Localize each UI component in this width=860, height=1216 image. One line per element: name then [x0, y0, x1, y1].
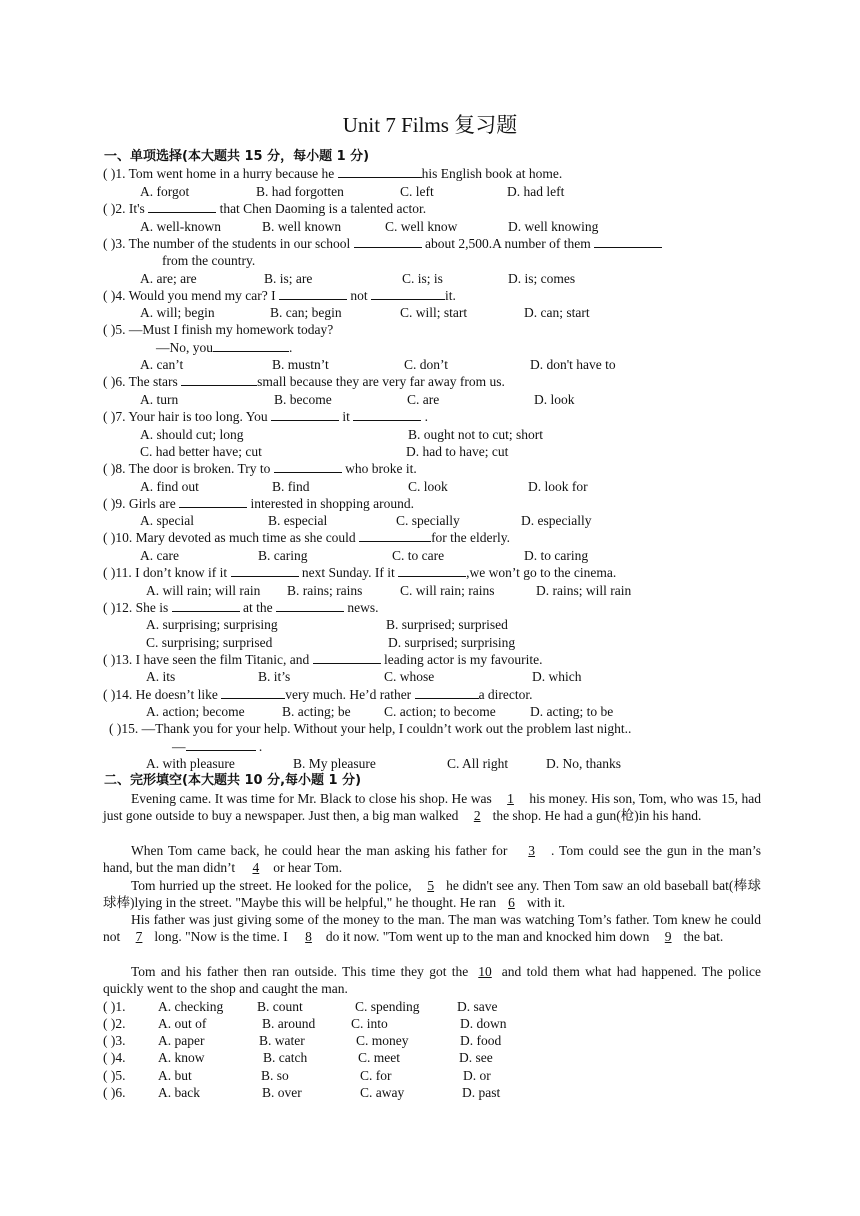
q3-option-c: C. is; is: [402, 271, 443, 286]
q2-option-c: C. well know: [385, 219, 458, 234]
q15-option-b: B. My pleasure: [293, 756, 376, 771]
q1-option-a: A. forgot: [140, 184, 190, 199]
cloze-2-option-a: A. out of: [158, 1016, 207, 1031]
passage-paragraph-2: When Tom came back, he could hear the man asking his father for 3 . Tom could see the gun in the man’s hand, but the man didn’t 4 or hear Tom.: [103, 843, 761, 876]
q12-option-d: D. surprised; surprising: [388, 635, 516, 650]
question-11-stem: ( )11. I don’t know if it next Sunday. If it ,we won’t go to the cinema.: [103, 565, 617, 580]
q10-option-d: D. to caring: [524, 548, 589, 563]
q1-option-c: C. left: [400, 184, 434, 199]
question-9-stem: ( )9. Girls are interested in shopping around.: [103, 496, 414, 511]
q7-option-b: B. ought not to cut; short: [408, 427, 543, 442]
q4-option-a: A. will; begin: [140, 305, 215, 320]
q8-option-d: D. look for: [528, 479, 588, 494]
cloze-5-option-d: D. or: [463, 1068, 491, 1083]
q14-option-d: D. acting; to be: [530, 704, 614, 719]
question-15-stem: ( )15. —Thank you for your help. Without your help, I couldn’t work out the problem last night..: [109, 721, 632, 736]
cloze-4-option-a: A. know: [158, 1050, 205, 1065]
q9-option-d: D. especially: [521, 513, 592, 528]
q6-option-d: D. look: [534, 392, 575, 407]
q11-option-a: A. will rain; will rain: [146, 583, 261, 598]
q6-option-a: A. turn: [140, 392, 179, 407]
q13-option-c: C. whose: [384, 669, 435, 684]
cloze-3-number: ( )3.: [103, 1033, 126, 1048]
cloze-6-option-c: C. away: [360, 1085, 405, 1100]
q2-option-b: B. well known: [262, 219, 342, 234]
q10-option-a: A. care: [140, 548, 179, 563]
q4-option-b: B. can; begin: [270, 305, 342, 320]
q5-option-c: C. don’t: [404, 357, 449, 372]
q15-option-d: D. No, thanks: [546, 756, 621, 771]
q11-option-c: C. will rain; rains: [400, 583, 495, 598]
q15-option-a: A. with pleasure: [146, 756, 235, 771]
q10-option-c: C. to care: [392, 548, 445, 563]
q14-option-a: A. action; become: [146, 704, 245, 719]
question-2-stem: ( )2. It's that Chen Daoming is a talented actor.: [103, 201, 427, 216]
q12-option-b: B. surprised; surprised: [386, 617, 508, 632]
question-3-stem-cont: from the country.: [162, 253, 256, 268]
q1-option-b: B. had forgotten: [256, 184, 344, 199]
q8-option-b: B. find: [272, 479, 310, 494]
q13-option-d: D. which: [532, 669, 582, 684]
q9-option-a: A. special: [140, 513, 194, 528]
q5-option-b: B. mustn’t: [272, 357, 329, 372]
passage-paragraph-4: His father was just giving some of the money to the man. The man was watching Tom’s father. Tom knew he could not 7 long. "Now is the time. I 8 do it now. "Tom went up to the man and knocked him down 9 the bat.: [103, 912, 761, 945]
question-6-stem: ( )6. The stars small because they are very far away from us.: [103, 374, 505, 389]
question-14-stem: ( )14. He doesn’t like very much. He’d rather a director.: [103, 687, 533, 702]
q3-option-a: A. are; are: [140, 271, 197, 286]
cloze-5-option-c: C. for: [360, 1068, 392, 1083]
cloze-6-option-b: B. over: [262, 1085, 302, 1100]
q6-option-c: C. are: [407, 392, 440, 407]
question-8-stem: ( )8. The door is broken. Try to who broke it.: [103, 461, 417, 476]
question-7-stem: ( )7. Your hair is too long. You it .: [103, 409, 429, 424]
cloze-6-option-d: D. past: [462, 1085, 501, 1100]
question-12-stem: ( )12. She is at the news.: [103, 600, 379, 615]
section-1-heading: 一、单项选择(本大题共 15 分，每小题 1 分): [104, 149, 370, 164]
cloze-1-option-d: D. save: [457, 999, 498, 1014]
q9-option-b: B. especial: [268, 513, 328, 528]
q15-option-c: C. All right: [447, 756, 509, 771]
q12-option-c: C. surprising; surprised: [146, 635, 273, 650]
cloze-3-option-a: A. paper: [158, 1033, 205, 1048]
q4-option-c: C. will; start: [400, 305, 468, 320]
cloze-2-number: ( )2.: [103, 1016, 126, 1031]
q1-option-d: D. had left: [507, 184, 565, 199]
cloze-4-option-b: B. catch: [263, 1050, 308, 1065]
cloze-5-number: ( )5.: [103, 1068, 126, 1083]
question-3-stem: ( )3. The number of the students in our school about 2,500.A number of them: [103, 235, 662, 252]
passage-paragraph-5: Tom and his father then ran outside. This time they got the 10 and told them what had happened. The police quickly went to the shop and caught the man.: [103, 964, 761, 997]
q8-option-a: A. find out: [140, 479, 199, 494]
passage-paragraph-1: Evening came. It was time for Mr. Black to close his shop. He was 1 his money. His son, Tom, who was 15, had just gone outside to buy a newspaper. Just then, a big man walked 2 the shop. He had a gun(枪)in his hand.: [103, 791, 761, 824]
cloze-3-option-b: B. water: [259, 1033, 305, 1048]
question-5-stem: ( )5. —Must I finish my homework today?: [103, 322, 334, 337]
q7-option-a: A. should cut; long: [140, 427, 244, 442]
q14-option-b: B. acting; be: [282, 704, 351, 719]
question-15-reply: — .: [172, 739, 263, 754]
question-1-stem: ( )1. Tom went home in a hurry because he his English book at home.: [103, 166, 563, 181]
q11-option-d: D. rains; will rain: [536, 583, 632, 598]
cloze-5-option-b: B. so: [261, 1068, 289, 1083]
page-title: Unit 7 Films 复习题: [342, 113, 518, 137]
passage-paragraph-3: Tom hurried up the street. He looked for the police, 5 he didn't see any. Then Tom saw an old baseball bat(棒球球棒)lying in the street. "Maybe this will be helpful," he thought. He ran 6 with it.: [103, 878, 762, 911]
q2-option-d: D. well knowing: [508, 219, 599, 234]
q5-option-a: A. can’t: [140, 357, 184, 372]
cloze-3-option-c: C. money: [356, 1033, 409, 1048]
q9-option-c: C. specially: [396, 513, 460, 528]
q13-option-a: A. its: [146, 669, 176, 684]
q12-option-a: A. surprising; surprising: [146, 617, 278, 632]
q2-option-a: A. well-known: [140, 219, 221, 234]
q13-option-b: B. it’s: [258, 669, 291, 684]
question-5-reply: —No, you .: [156, 340, 293, 355]
q3-option-b: B. is; are: [264, 271, 313, 286]
cloze-4-number: ( )4.: [103, 1050, 126, 1065]
q7-option-d: D. had to have; cut: [406, 444, 509, 459]
q8-option-c: C. look: [408, 479, 448, 494]
cloze-6-number: ( )6.: [103, 1085, 126, 1100]
q6-option-b: B. become: [274, 392, 332, 407]
q3-option-d: D. is; comes: [508, 271, 576, 286]
cloze-1-option-c: C. spending: [355, 999, 420, 1014]
q10-option-b: B. caring: [258, 548, 308, 563]
cloze-2-option-d: D. down: [460, 1016, 507, 1031]
cloze-2-option-c: C. into: [351, 1016, 388, 1031]
cloze-1-option-a: A. checking: [158, 999, 224, 1014]
cloze-4-option-d: D. see: [459, 1050, 493, 1065]
cloze-1-number: ( )1.: [103, 999, 126, 1014]
cloze-4-option-c: C. meet: [358, 1050, 400, 1065]
cloze-1-option-b: B. count: [257, 999, 303, 1014]
q14-option-c: C. action; to become: [384, 704, 496, 719]
question-4-stem: ( )4. Would you mend my car? I not it.: [103, 288, 456, 303]
question-10-stem: ( )10. Mary devoted as much time as she could for the elderly.: [103, 530, 511, 545]
question-13-stem: ( )13. I have seen the film Titanic, and leading actor is my favourite.: [103, 652, 543, 667]
q11-option-b: B. rains; rains: [287, 583, 363, 598]
cloze-2-option-b: B. around: [262, 1016, 316, 1031]
cloze-3-option-d: D. food: [460, 1033, 502, 1048]
section-2-heading: 二、完形填空(本大题共 10 分,每小题 1 分): [104, 773, 362, 788]
q4-option-d: D. can; start: [524, 305, 590, 320]
cloze-6-option-a: A. back: [158, 1085, 200, 1100]
cloze-5-option-a: A. but: [158, 1068, 192, 1083]
q7-option-c: C. had better have; cut: [140, 444, 262, 459]
q5-option-d: D. don't have to: [530, 357, 616, 372]
